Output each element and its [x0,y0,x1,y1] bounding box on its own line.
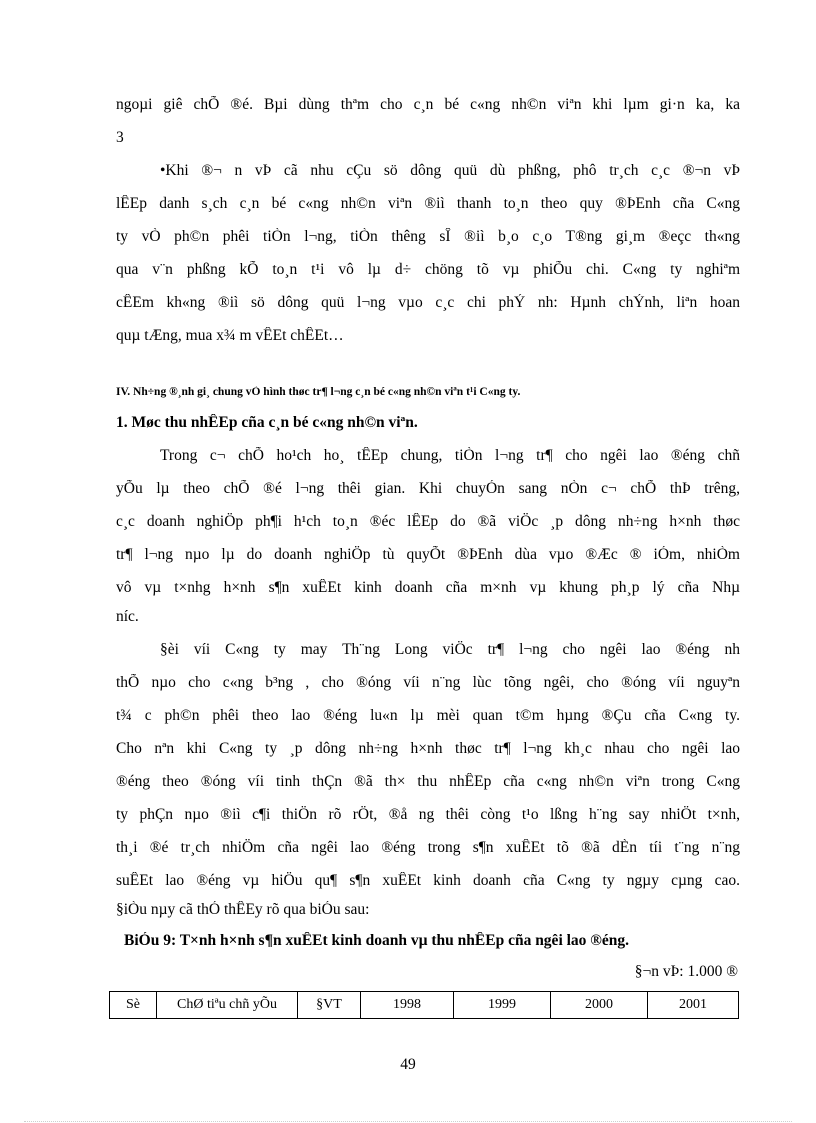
paragraph-line: quµ tÆng, mua x¾ m vÊEt chÊEt… [116,327,344,344]
data-table [109,991,739,1019]
paragraph-line: qua v¨n phßng kÕ to¸n t¹i vô lµ d÷ chöng tõ vµ phiÕu chi. C«ng ty nghiªm [116,261,740,278]
footer-divider [24,1121,792,1122]
paragraph-line: thÕ nµo cho c«ng b³ng , cho ®óng víi n¨ng lùc tõng ngêi, cho ®óng víi nguyªn [116,674,740,691]
paragraph-line: yÕu lµ theo chÕ ®é l¬ng thêi gian. Khi chuyÓn sang nÒn c¬ chÕ thÞ trêng, [116,480,740,497]
paragraph-line: ngoµi giê chÕ ®é. Bµi dùng thªm cho c¸n bé c«ng nh©n viªn khi lµm gi·n ka, ka [116,96,740,113]
table-header-cell: ChØ tiªu chñ yÕu [157,992,298,1019]
paragraph-line: ty vÒ ph©n phêi tiÒn l¬ng, tiÒn thêng sÎ ®iì b¸o c¸o T®ng gi¸m ®eçc th«ng [116,228,740,245]
table-header-cell: §VT [298,992,361,1019]
section-heading: IV. Nh÷ng ®¸nh gi¸ chung vÒ hình thøc tr¶ l¬ng c¸n bé c«ng nh©n viªn t¹i C«ng ty. [116,386,521,398]
paragraph-line: t¾ c ph©n phêi theo lao ®éng lu«n lµ mèi quan t©m hµng ®Çu cña C«ng ty. [116,707,740,724]
subheading: 1. Møc thu nhÊEp cña c¸n bé c«ng nh©n viªn. [116,414,418,431]
table-caption: BiÓu 9: T×nh h×nh s¶n xuÊEt kinh doanh vµ thu nhÊEp cña ngêi lao ®éng. [124,932,630,949]
table-header-row [110,992,739,1019]
paragraph-line: Cho nªn khi C«ng ty ¸p dông nh÷ng h×nh thøc tr¶ l¬ng kh¸c nhau cho ngêi lao [116,740,740,757]
paragraph-line: ®éng theo ®óng víi tinh thÇn ®ã th× thu nhÊEp cña c«ng nh©n viªn trong C«ng [116,773,740,790]
paragraph-line: c¸c doanh nghiÖp ph¶i h¹ch to¸n ®éc lÊEp do ®ã viÖc ¸p dông nh÷ng h×nh thøc [116,513,740,530]
paragraph-line: §iÒu nµy cã thÓ thÊEy rõ qua biÓu sau: [116,901,370,918]
page-number: 49 [400,1056,416,1073]
table-header-cell: 1998 [361,992,454,1019]
paragraph-line: vô vµ t×nhg h×nh s¶n xuÊEt kinh doanh cña m×nh vµ khung ph¸p lý cña Nhµ [116,579,740,596]
paragraph-line: suÊEt lao ®éng vµ hiÖu qu¶ s¶n xuÊEt kinh doanh cña C«ng ty ngµy cµng cao. [116,872,740,889]
paragraph-line: th¸i ®é tr¸ch nhiÖm cña ngêi lao ®éng trong s¶n xuÊEt tõ ®ã dÈn tíi t¨ng n¨ng [116,839,740,856]
paragraph-line: •Khi ®¬ n vÞ cã nhu cÇu sö dông quü dù phßng, phô tr¸ch c¸c ®¬n vÞ [160,162,740,179]
paragraph-line: lÊEp danh s¸ch c¸n bé c«ng nh©n viªn ®iì thanh to¸n theo quy ®ÞEnh cña C«ng [116,195,740,212]
table-header-cell: 2001 [648,992,739,1019]
paragraph-line: 3 [116,129,124,146]
paragraph-line: Trong c¬ chÕ ho¹ch ho¸ tÊEp chung, tiÒn l¬ng tr¶ cho ngêi lao ®éng chñ [160,447,740,464]
paragraph-line: ty phÇn nµo ®iì c¶i thiÖn rõ rÖt, ®å ng thêi còng t¹o lßng h¨ng say nhiÖt t×nh, [116,806,740,823]
table-header-cell: 1999 [454,992,551,1019]
paragraph-line: tr¶ l¬ng nµo lµ do doanh nghiÖp tù quyÕt ®ÞEnh dùa vµo ®Æc ® iÓm, nhiÒm [116,546,740,563]
paragraph-line: níc. [116,608,139,625]
paragraph-line: cÊEm kh«ng ®iì sö dông quü l¬ng vµo c¸c chi phÝ nh: Hµnh chÝnh, liªn hoan [116,294,740,311]
table-header-cell: Sè [110,992,157,1019]
unit-note: §¬n vÞ: 1.000 ® [634,963,738,980]
paragraph-line: §èi víi C«ng ty may Th¨ng Long viÖc tr¶ l¬ng cho ngêi lao ®éng nh [160,641,740,658]
table-header-cell: 2000 [551,992,648,1019]
